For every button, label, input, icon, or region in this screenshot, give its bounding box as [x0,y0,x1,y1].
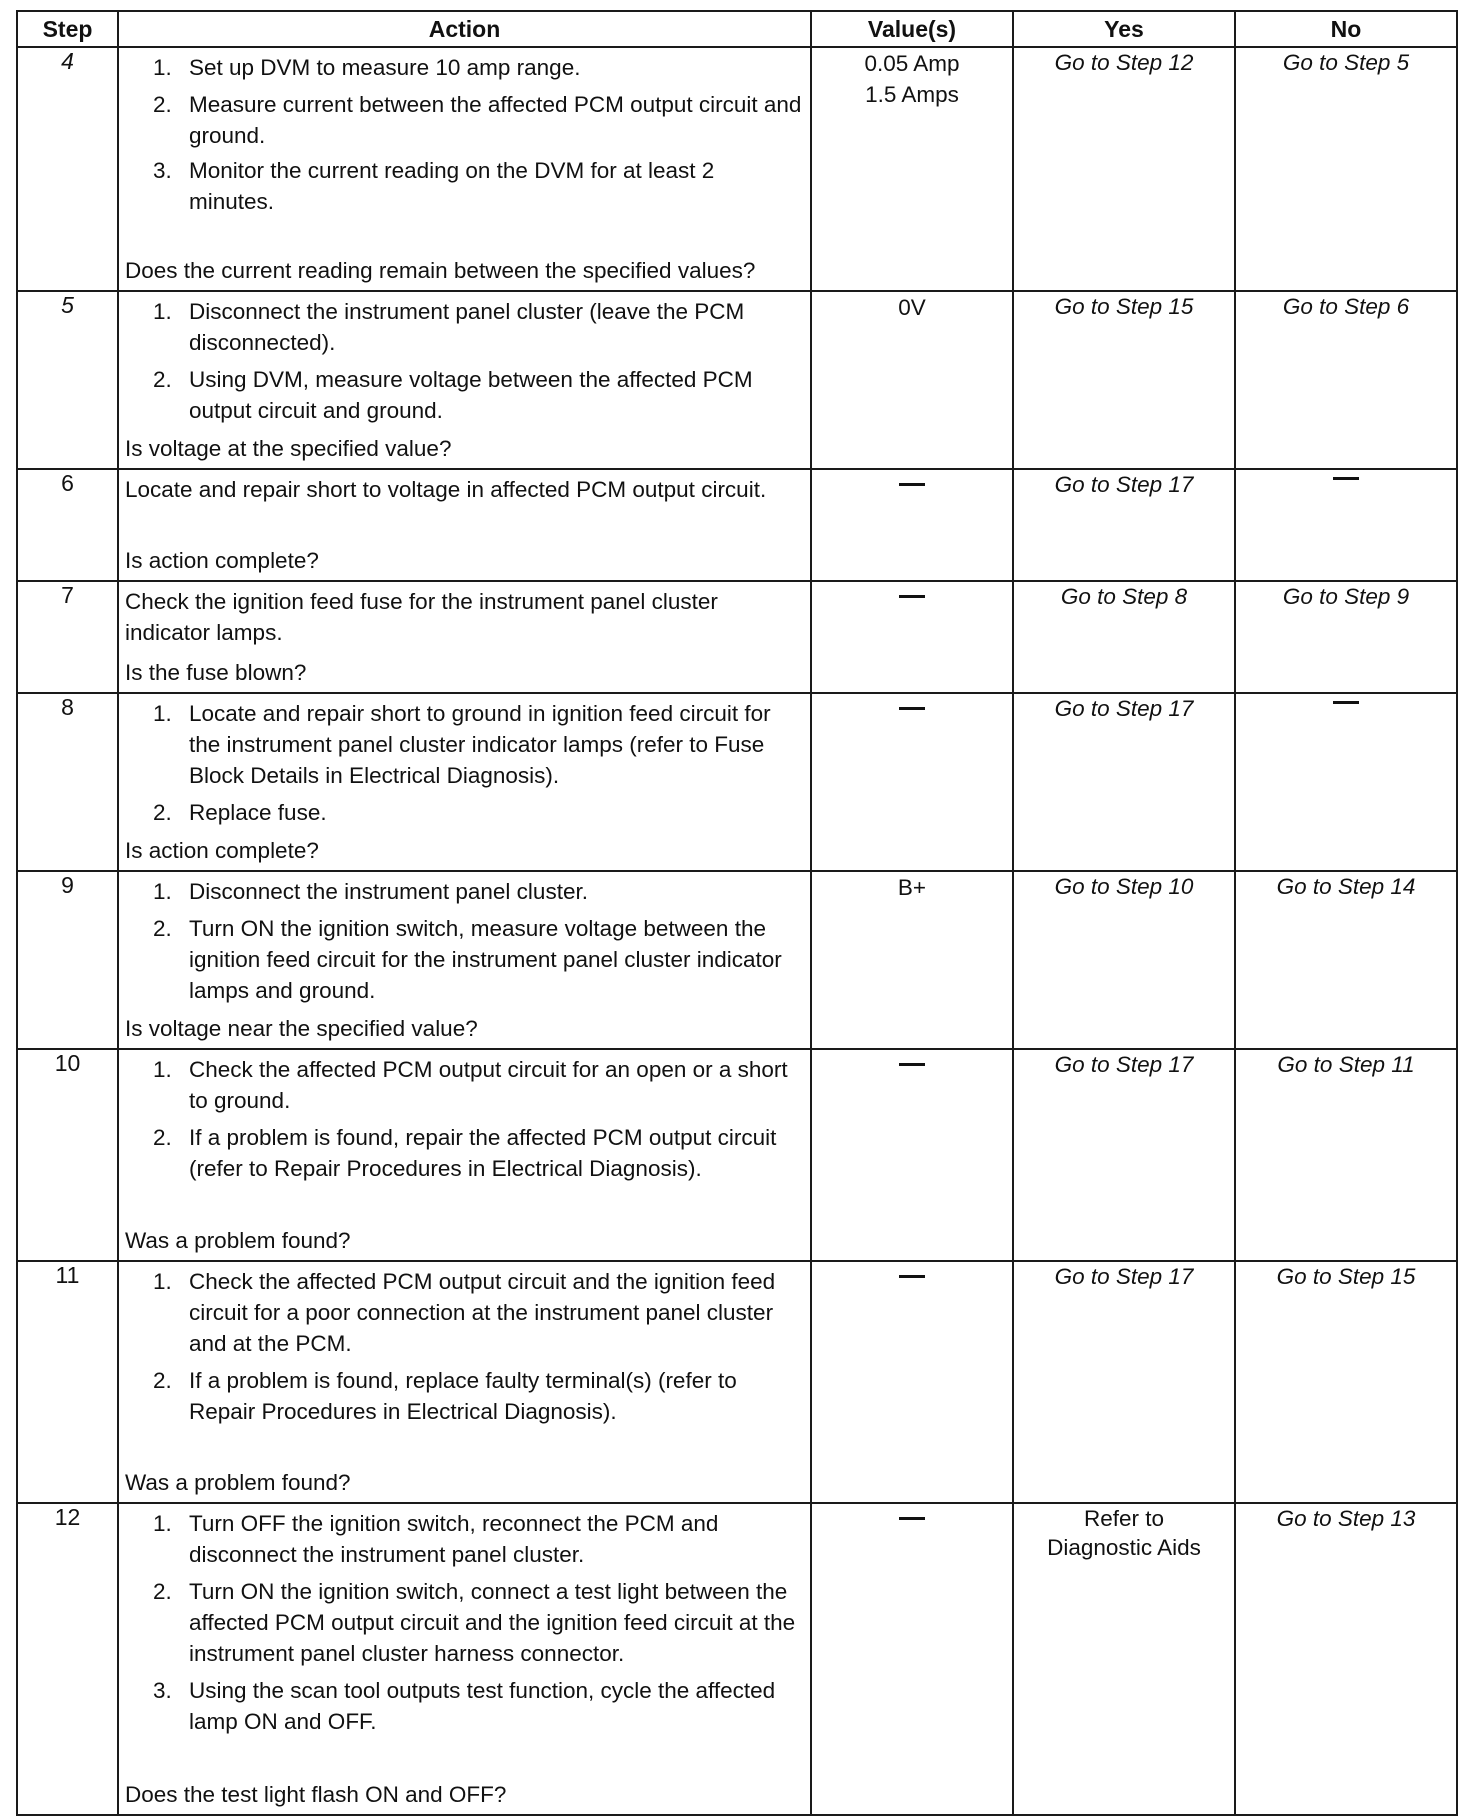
action-item [125,1054,804,1116]
item-text: Measure current between the affected PCM output circuit and ground. [189,92,802,148]
item-text: Replace fuse. [189,800,327,825]
value-cell [811,581,1013,693]
item-number: 1. [153,299,172,324]
action-item [125,1365,804,1427]
no-result: Go to Step 13 [1276,1506,1416,1531]
yes-result: Go to Step 15 [1054,294,1194,319]
not-applicable-dash [899,707,925,710]
header-values: Value(s) [811,11,1013,47]
no-cell [1235,581,1457,693]
item-number: 2. [153,92,172,117]
no-result: Go to Step 5 [1282,50,1410,75]
no-cell [1235,1503,1457,1815]
item-text: Set up DVM to measure 10 amp range. [189,55,581,80]
action-cell [118,871,811,1049]
action-item [125,364,804,426]
action-question: Is voltage at the specified value? [125,436,452,461]
no-cell [1235,1049,1457,1261]
yes-cell [1013,47,1235,291]
action-question: Does the current reading remain between the specified values? [125,258,756,283]
yes-result: Go to Step 8 [1060,584,1188,609]
step-number: 6 [17,469,118,581]
action-item [125,913,804,1006]
step-number: 10 [17,1049,118,1261]
action-item [125,1576,804,1669]
not-applicable-dash [899,1275,925,1278]
action-text: Check the ignition feed fuse for the instrument panel cluster indicator lamps. [125,589,718,645]
table-row-step-11 [17,1261,1457,1503]
value-cell [811,871,1013,1049]
no-result: Go to Step 6 [1282,294,1410,319]
not-applicable-dash [899,595,925,598]
yes-result: Go to Step 17 [1054,472,1194,497]
table-row-step-9 [17,871,1457,1049]
not-applicable-dash [1333,477,1359,480]
step-number: 5 [17,291,118,469]
yes-result-line: Diagnostic Aids [1047,1535,1201,1560]
no-cell [1235,693,1457,871]
action-cell [118,1261,811,1503]
yes-result-line: Refer to [1083,1506,1165,1531]
action-item [125,52,804,83]
step-number: 11 [17,1261,118,1503]
action-item [125,876,804,907]
action-text: Locate and repair short to voltage in affected PCM output circuit. [125,477,767,502]
value-cell [811,1261,1013,1503]
item-number: 2. [153,1579,172,1604]
value-cell [811,1049,1013,1261]
item-text: If a problem is found, replace faulty terminal(s) (refer to Repair Procedures in Electrical Diagnosis). [189,1368,737,1424]
action-cell [118,47,811,291]
not-applicable-dash [899,483,925,486]
action-item [125,1508,804,1570]
yes-cell [1013,871,1235,1049]
diagnostic-table-page [16,10,1456,1816]
value-cell [811,1503,1013,1815]
yes-cell [1013,693,1235,871]
action-item [125,1122,804,1184]
item-text: Using the scan tool outputs test function, cycle the affected lamp ON and OFF. [189,1678,776,1734]
table-row-step-10 [17,1049,1457,1261]
action-item [125,1266,804,1359]
header-step: Step [17,11,118,47]
table-row-step-7 [17,581,1457,693]
item-number: 1. [153,1269,172,1294]
yes-result: Go to Step 10 [1054,874,1194,899]
item-text: Turn OFF the ignition switch, reconnect the PCM and disconnect the instrument panel cluster. [189,1511,719,1567]
action-cell [118,1049,811,1261]
value-line: 0.05 Amp [864,51,960,76]
step-number: 8 [17,693,118,871]
item-text: Monitor the current reading on the DVM for at least 2 minutes. [189,158,715,214]
yes-result: Go to Step 17 [1054,1052,1194,1077]
header-no: No [1235,11,1457,47]
action-item [125,797,804,828]
yes-cell [1013,1503,1235,1815]
action-item [125,155,804,217]
action-item [125,89,804,151]
no-result: Go to Step 9 [1282,584,1410,609]
not-applicable-dash [899,1517,925,1520]
action-cell [118,291,811,469]
item-text: Disconnect the instrument panel cluster. [189,879,588,904]
no-cell [1235,871,1457,1049]
item-number: 1. [153,701,172,726]
item-number: 2. [153,800,172,825]
value-cell [811,693,1013,871]
item-text: Check the affected PCM output circuit and the ignition feed circuit for a poor connection at the instrument panel cluster and at the PCM. [189,1269,776,1356]
action-question: Is the fuse blown? [125,660,307,685]
action-cell [118,1503,811,1815]
no-cell [1235,469,1457,581]
value-line: B+ [897,875,927,900]
action-question: Was a problem found? [125,1228,351,1253]
action-cell [118,581,811,693]
step-number: 12 [17,1503,118,1815]
item-text: Turn ON the ignition switch, measure voltage between the ignition feed circuit for the instrument panel cluster indicator lamps and ground. [189,916,782,1003]
item-number: 1. [153,55,172,80]
item-number: 2. [153,1125,172,1150]
yes-cell [1013,1049,1235,1261]
action-item [125,296,804,358]
action-question: Is action complete? [125,548,319,573]
item-text: Check the affected PCM output circuit for an open or a short to ground. [189,1057,788,1113]
item-text: Disconnect the instrument panel cluster (leave the PCM disconnected). [189,299,745,355]
no-cell [1235,47,1457,291]
table-row-step-4 [17,47,1457,291]
step-number: 7 [17,581,118,693]
table-header-row [17,11,1457,47]
value-line: 1.5 Amps [865,82,959,107]
table-row-step-5 [17,291,1457,469]
action-question: Does the test light flash ON and OFF? [125,1782,507,1807]
item-text: Turn ON the ignition switch, connect a test light between the affected PCM output circuit and the ignition feed circuit at the instrument panel cluster harness connector. [189,1579,796,1666]
item-number: 1. [153,1511,172,1536]
action-cell [118,693,811,871]
no-result: Go to Step 15 [1276,1264,1416,1289]
item-number: 2. [153,1368,172,1393]
no-cell [1235,291,1457,469]
action-cell [118,469,811,581]
item-text: Using DVM, measure voltage between the affected PCM output circuit and ground. [189,367,753,423]
action-item [125,1675,804,1737]
yes-cell [1013,1261,1235,1503]
table-row-step-6 [17,469,1457,581]
yes-cell [1013,469,1235,581]
item-number: 3. [153,1678,172,1703]
item-number: 1. [153,879,172,904]
item-text: Locate and repair short to ground in ignition feed circuit for the instrument panel cluster indicator lamps (refer to Fuse Block Details in Electrical Diagnosis). [189,701,771,788]
yes-result: Go to Step 12 [1054,50,1194,75]
action-question: Is action complete? [125,838,319,863]
action-item [125,698,804,791]
item-number: 3. [153,158,172,183]
action-question: Is voltage near the specified value? [125,1016,478,1041]
yes-result: Go to Step 17 [1054,696,1194,721]
item-number: 2. [153,367,172,392]
value-cell [811,469,1013,581]
item-number: 1. [153,1057,172,1082]
step-number: 4 [17,47,118,291]
not-applicable-dash [1333,701,1359,704]
action-question: Was a problem found? [125,1470,351,1495]
yes-result: Go to Step 17 [1054,1264,1194,1289]
no-cell [1235,1261,1457,1503]
table-row-step-8 [17,693,1457,871]
not-applicable-dash [899,1063,925,1066]
value-line: 0V [898,295,926,320]
no-result: Go to Step 14 [1276,874,1416,899]
yes-cell [1013,291,1235,469]
value-cell [811,291,1013,469]
item-text: If a problem is found, repair the affected PCM output circuit (refer to Repair Procedures in Electrical Diagnosis). [189,1125,777,1181]
value-cell [811,47,1013,291]
step-number: 9 [17,871,118,1049]
item-number: 2. [153,916,172,941]
diagnostic-table [16,10,1458,1816]
no-result: Go to Step 11 [1277,1052,1415,1077]
header-action: Action [118,11,811,47]
table-row-step-12 [17,1503,1457,1815]
yes-cell [1013,581,1235,693]
header-yes: Yes [1013,11,1235,47]
yes-result [1014,1504,1234,1568]
